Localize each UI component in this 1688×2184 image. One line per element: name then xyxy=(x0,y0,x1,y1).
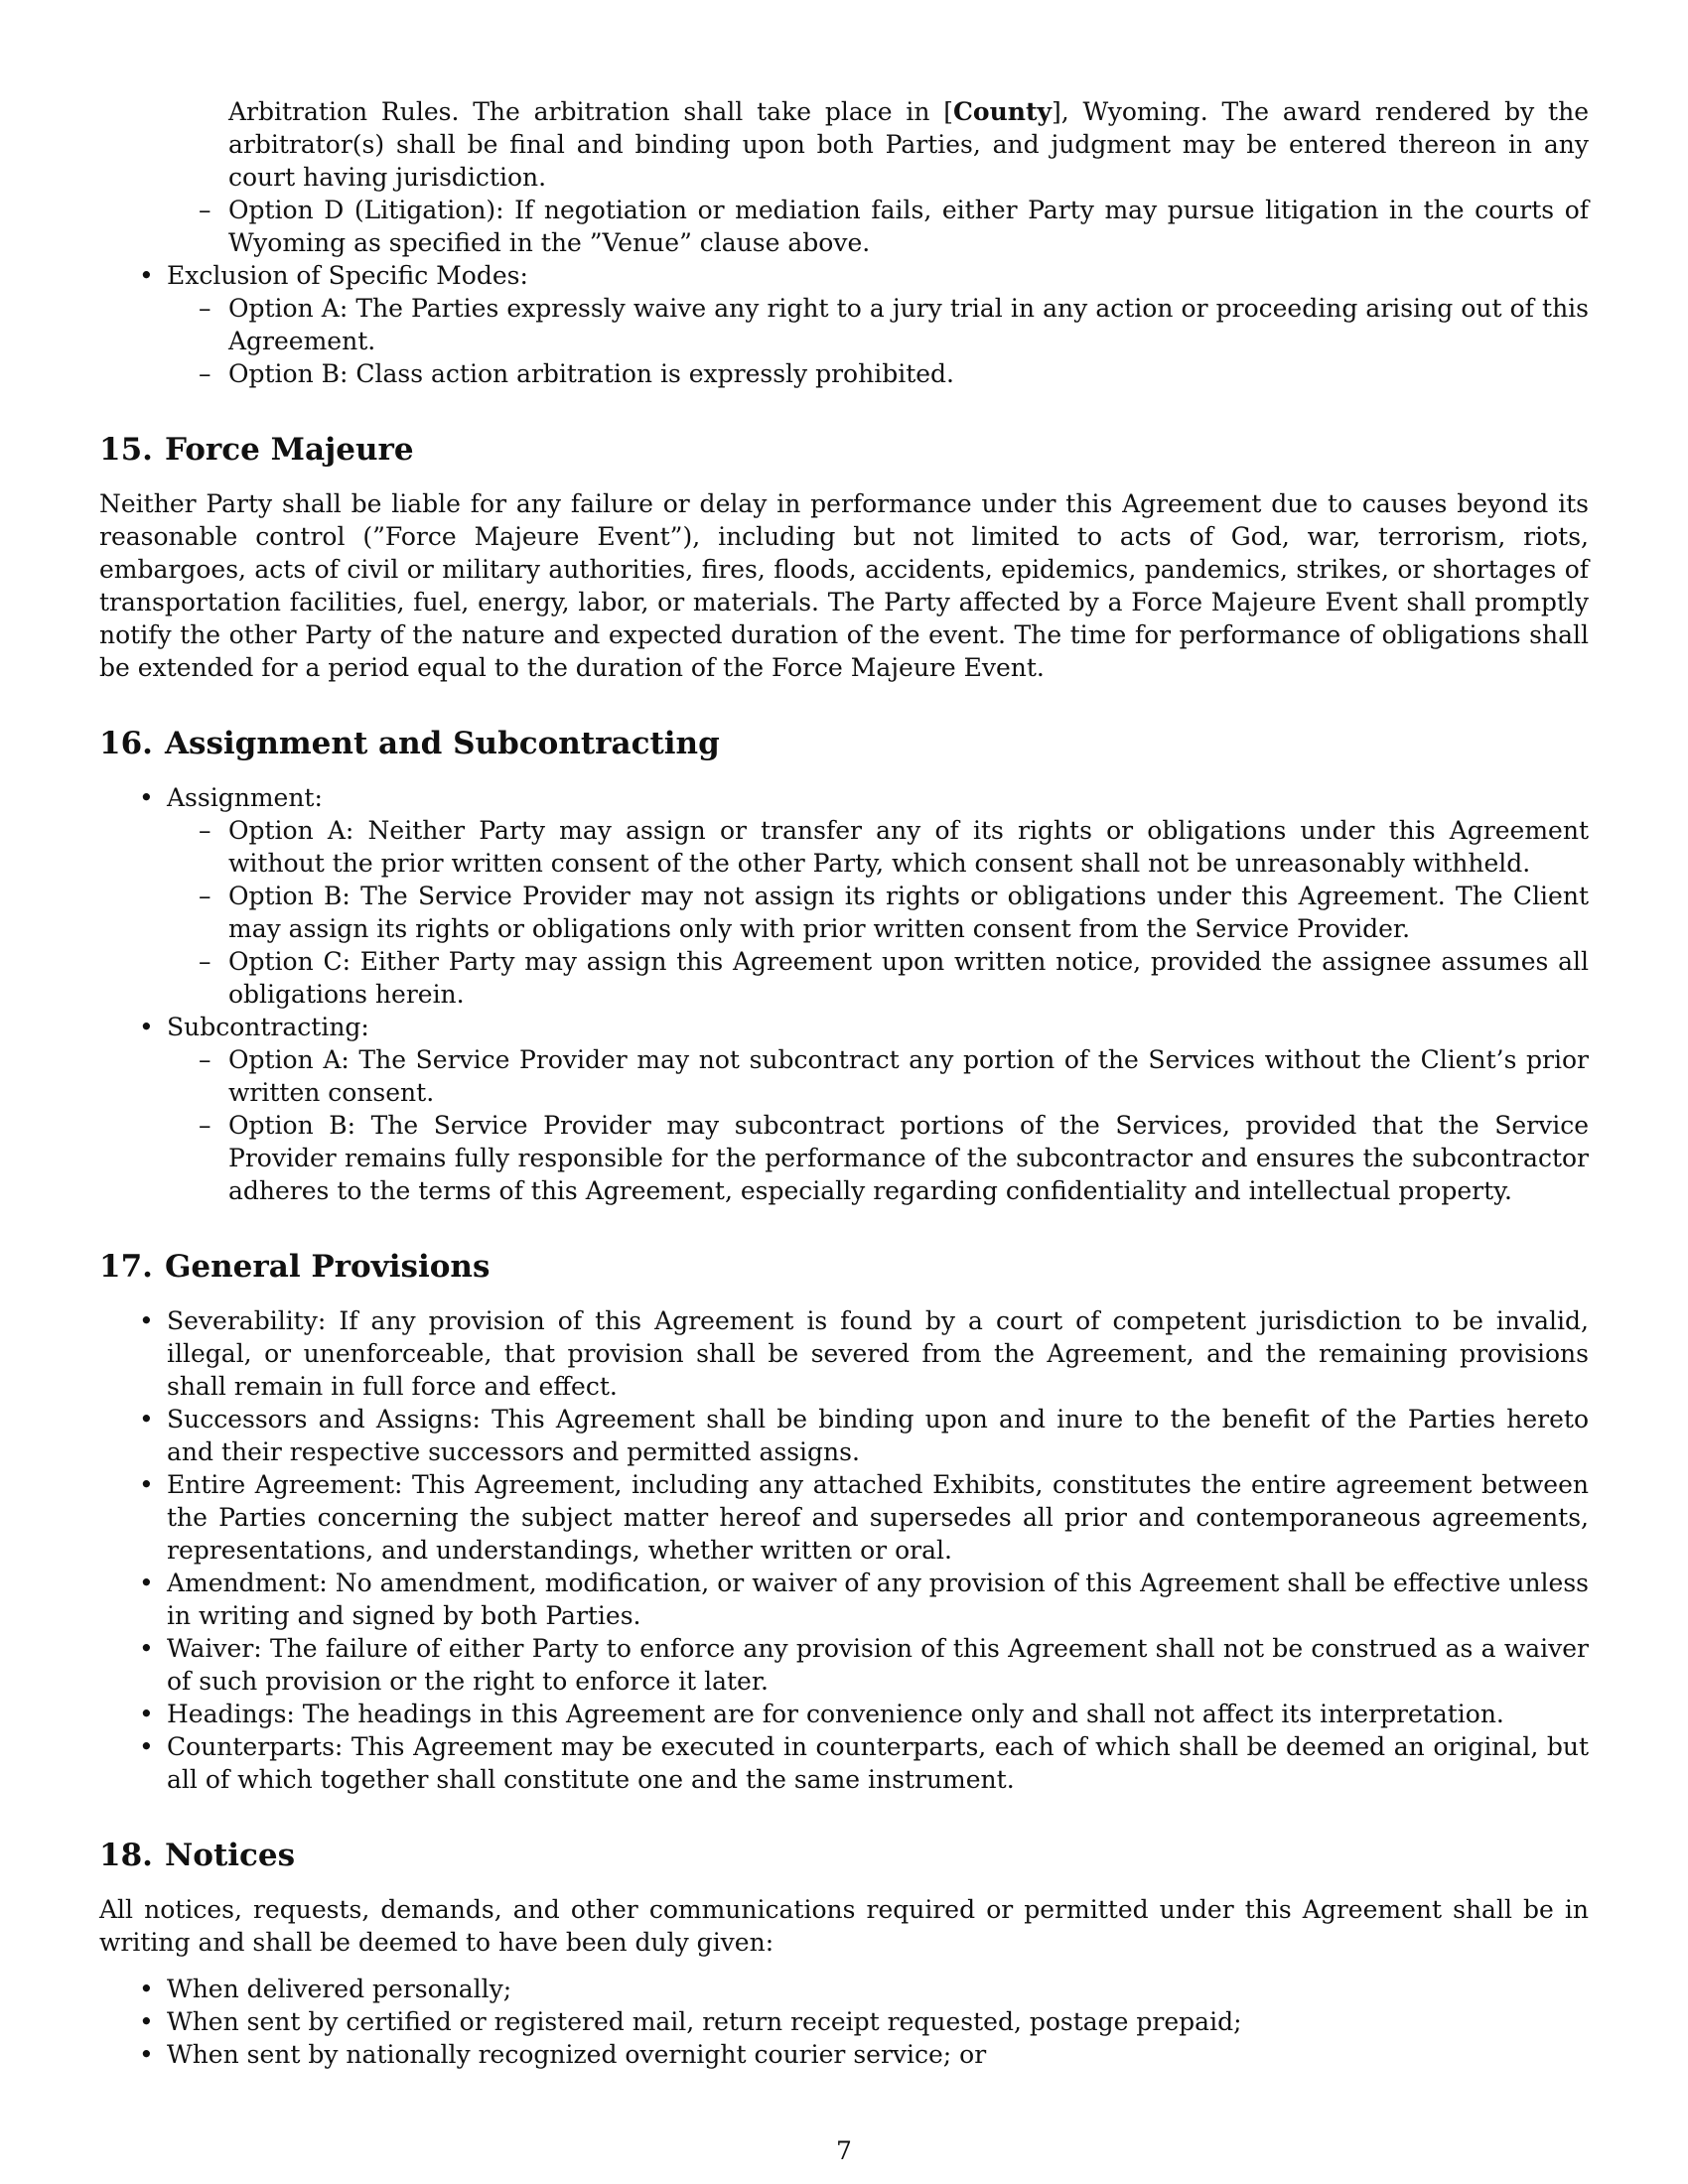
assignment-option-b: – Option B: The Service Provider may not assign its rights or obligations under this Agreement. The Client may assign its rights or obligations only with prior written consent from the Service Provider. xyxy=(99,880,1589,945)
exclusion-options xyxy=(99,292,1589,390)
exclusion-item xyxy=(99,259,1589,390)
page-number: 7 xyxy=(836,2136,852,2165)
arbitration-text-pre: Arbitration Rules. The arbitration shall take place in [ xyxy=(228,97,954,126)
subcontracting-item xyxy=(99,1011,1589,1207)
option-d-item: – Option D (Litigation): If negotiation or mediation fails, either Party may pursue litigation in the courts of Wyoming as specified in the ”Venue” clause above. xyxy=(99,194,1589,259)
arbitration-paragraph xyxy=(99,95,1589,194)
assignment-options xyxy=(99,814,1589,1011)
successors-item: • Successors and Assigns: This Agreement shall be binding upon and inure to the benefit of the Parties hereto and their respective successors and permitted assigns. xyxy=(99,1403,1589,1468)
section-16-heading xyxy=(99,724,1589,763)
notice-courier-item: • When sent by nationally recognized overnight courier service; or xyxy=(99,2038,1589,2071)
section-17-heading xyxy=(99,1247,1589,1287)
subcontracting-label: Subcontracting: xyxy=(167,1013,369,1041)
section-15-body: Neither Party shall be liable for any failure or delay in performance under this Agreement due to causes beyond its reasonable control (”Force Majeure Event”), including but not limited to acts of God, war, terrorism, riots, embargoes, acts of civil or military authorities, fires, floods, accidents, epidemics, pandemics, strikes, or shortages of transportation facilities, fuel, energy, labor, or materials. The Party affected by a Force Majeure Event shall promptly notify the other Party of the nature and expected duration of the event. The time for performance of obligations shall be extended for a period equal to the duration of the Force Majeure Event. xyxy=(99,489,1589,682)
headings-item: • Headings: The headings in this Agreement are for convenience only and shall not affect its interpretation. xyxy=(99,1698,1589,1730)
notice-mail-item: • When sent by certified or registered mail, return receipt requested, postage prepaid; xyxy=(99,2005,1589,2038)
section-18-heading xyxy=(99,1836,1589,1875)
amendment-item: • Amendment: No amendment, modification, or waiver of any provision of this Agreement shall be effective unless in writing and signed by both Parties. xyxy=(99,1567,1589,1632)
notice-personal-item: • When delivered personally; xyxy=(99,1973,1589,2005)
section-15-title: Force Majeure xyxy=(164,432,414,468)
arbitration-text-post: ], Wyoming. The award rendered by the arbitrator(s) shall be final and binding upon both Parties, and judgment may be entered thereon in any court having jurisdiction. xyxy=(228,97,1589,192)
section-18-body: All notices, requests, demands, and other communications required or permitted under this Agreement shall be in writing and shall be deemed to have been duly given: xyxy=(99,1895,1589,1957)
section-18-title: Notices xyxy=(164,1838,296,1873)
subcontracting-option-a: – Option A: The Service Provider may not subcontract any portion of the Services without the Client’s prior written consent. xyxy=(99,1043,1589,1109)
subcontracting-option-b: – Option B: The Service Provider may subcontract portions of the Services, provided that the Service Provider remains fully responsible for the performance of the subcontractor and ensures the subcontractor adheres to the terms of this Agreement, especially regarding confidentiality and intellectual property. xyxy=(99,1109,1589,1207)
exclusion-option-b: – Option B: Class action arbitration is expressly prohibited. xyxy=(99,357,1589,390)
section-16-number: 16. xyxy=(99,726,153,761)
section-17-title: General Provisions xyxy=(164,1249,491,1285)
assignment-label: Assignment: xyxy=(167,783,323,812)
severability-item: • Severability: If any provision of this Agreement is found by a court of competent jurisdiction to be invalid, illegal, or unenforceable, that provision shall be severed from the Agreement, and the remaining provisions shall remain in full force and effect. xyxy=(99,1304,1589,1403)
section-18-list xyxy=(99,1973,1589,2071)
assignment-item xyxy=(99,781,1589,1011)
county-placeholder: County xyxy=(953,97,1053,126)
exclusion-option-a: – Option A: The Parties expressly waive any right to a jury trial in any action or proceeding arising out of this Agreement. xyxy=(99,292,1589,357)
exclusion-list xyxy=(99,259,1589,390)
section-18-number: 18. xyxy=(99,1838,153,1873)
spacer xyxy=(99,1959,1589,1973)
section-17-number: 17. xyxy=(99,1249,153,1285)
section-17-list xyxy=(99,1304,1589,1796)
section-16-title: Assignment and Subcontracting xyxy=(164,726,720,761)
subcontracting-options xyxy=(99,1043,1589,1207)
section-15-heading xyxy=(99,430,1589,470)
option-d-list xyxy=(99,194,1589,259)
section-16-list xyxy=(99,781,1589,1207)
exclusion-label: Exclusion of Specific Modes: xyxy=(167,261,528,290)
section-15-number: 15. xyxy=(99,432,153,468)
waiver-item: • Waiver: The failure of either Party to enforce any provision of this Agreement shall not be construed as a waiver of such provision or the right to enforce it later. xyxy=(99,1632,1589,1698)
entire-agreement-item: • Entire Agreement: This Agreement, including any attached Exhibits, constitutes the entire agreement between the Parties concerning the subject matter hereof and supersedes all prior and contemporaneous agreements, representations, and understandings, whether written or oral. xyxy=(99,1468,1589,1567)
assignment-option-a: – Option A: Neither Party may assign or transfer any of its rights or obligations under this Agreement without the prior written consent of the other Party, which consent shall not be unreasonably withheld. xyxy=(99,814,1589,880)
assignment-option-c: – Option C: Either Party may assign this Agreement upon written notice, provided the assignee assumes all obligations herein. xyxy=(99,945,1589,1011)
counterparts-item: • Counterparts: This Agreement may be executed in counterparts, each of which shall be deemed an original, but all of which together shall constitute one and the same instrument. xyxy=(99,1730,1589,1796)
